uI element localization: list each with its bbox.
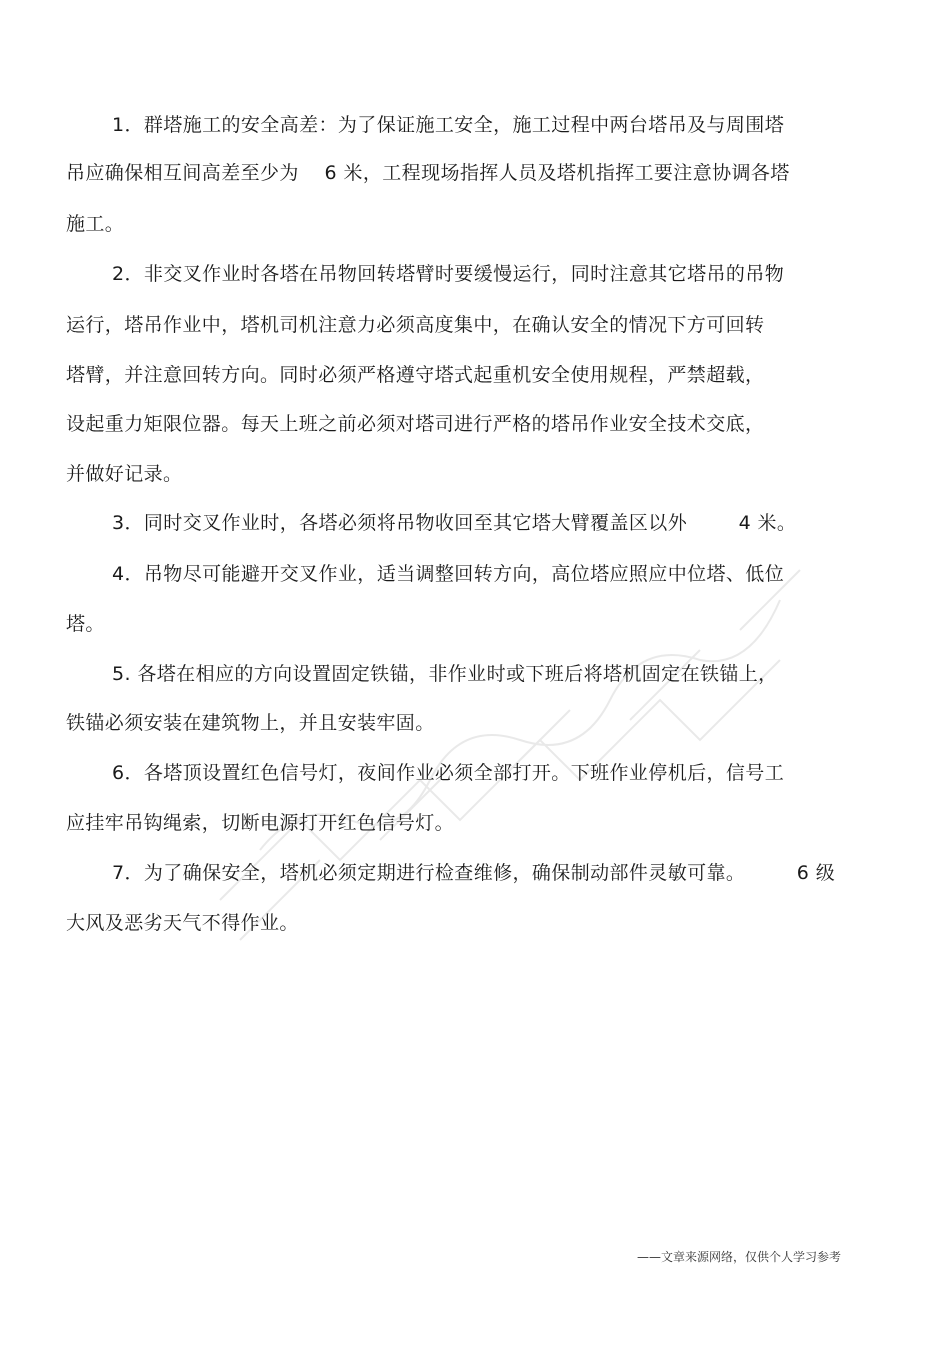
paragraph-2-line-4: 设起重力矩限位器。每天上班之前必须对塔司进行严格的塔吊作业安全技术交底， [66,413,765,435]
paragraph-2-line-5: 并做好记录。 [66,463,183,485]
paragraph-2-line-2: 运行，塔吊作业中，塔机司机注意力必须高度集中，在确认安全的情况下方可回转 [66,314,765,336]
paragraph-7-line-1: 7．为了确保安全，塔机必须定期进行检查维修，确保制动部件灵敏可靠。 6 级 [112,862,836,884]
paragraph-6-line-1: 6．各塔顶设置红色信号灯，夜间作业必须全部打开。下班作业停机后，信号工 [112,762,785,784]
paragraph-5-line-2: 铁锚必须安装在建筑物上，并且安装牢固。 [66,712,435,734]
source-footnote: ——文章来源网络，仅供个人学习参考 [637,1250,842,1264]
paragraph-1-line-3: 施工。 [66,213,125,235]
paragraph-3-line-1: 3．同时交叉作业时，各塔必须将吊物收回至其它塔大臂覆盖区以外 4 米。 [112,512,797,534]
watermark-stamp [180,420,820,980]
paragraph-4-line-1: 4．吊物尽可能避开交叉作业，适当调整回转方向，高位塔应照应中位塔、低位 [112,563,785,585]
paragraph-2-line-3: 塔臂，并注意回转方向。同时必须严格遵守塔式起重机安全使用规程，严禁超载， [66,364,765,386]
paragraph-6-line-2: 应挂牢吊钩绳索，切断电源打开红色信号灯。 [66,812,455,834]
paragraph-4-line-2: 塔。 [66,613,105,635]
paragraph-2-line-1: 2．非交叉作业时各塔在吊物回转塔臂时要缓慢运行，同时注意其它塔吊的吊物 [112,263,785,285]
paragraph-7-line-2: 大风及恶劣天气不得作业。 [66,912,299,934]
paragraph-1-line-2: 吊应确保相互间高差至少为 6 米，工程现场指挥人员及塔机指挥工要注意协调各塔 [66,162,790,184]
paragraph-1-line-1: 1．群塔施工的安全高差：为了保证施工安全，施工过程中两台塔吊及与周围塔 [112,114,785,136]
paragraph-5-line-1: 5. 各塔在相应的方向设置固定铁锚，非作业时或下班后将塔机固定在铁锚上， [112,663,778,685]
